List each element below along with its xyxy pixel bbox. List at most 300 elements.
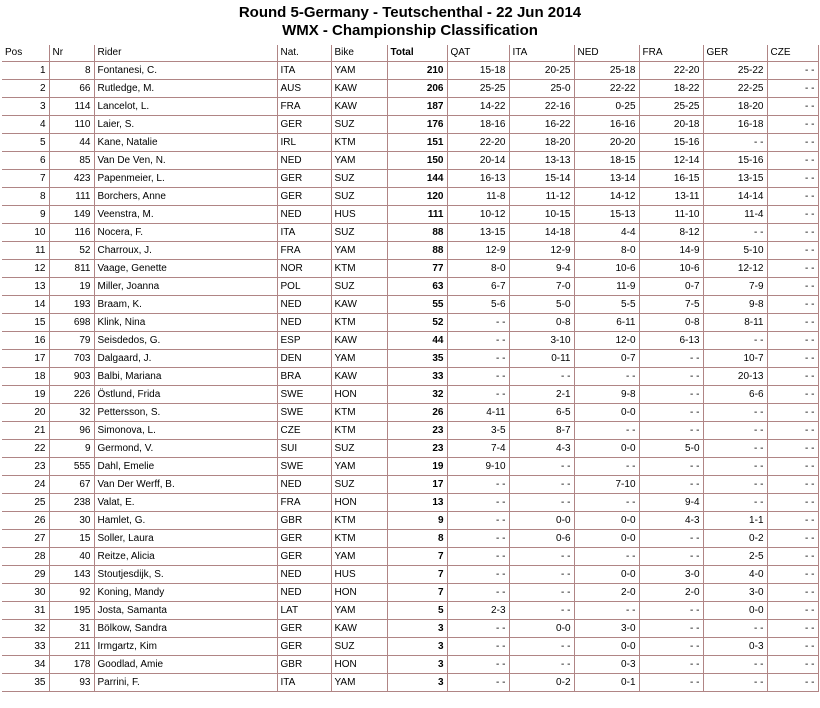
- cell-nat: GER: [277, 188, 331, 206]
- cell-ita: 11-12: [509, 188, 574, 206]
- cell-rider: Lancelot, L.: [94, 98, 277, 116]
- cell-fra: - -: [639, 350, 703, 368]
- table-row: [2, 386, 818, 404]
- cell-qat: 25-25: [447, 80, 509, 98]
- cell-qat: - -: [447, 656, 509, 674]
- cell-ned: - -: [574, 368, 639, 386]
- table-row: [2, 584, 818, 602]
- cell-ger: - -: [703, 458, 767, 476]
- cell-rider: Pettersson, S.: [94, 404, 277, 422]
- cell-nr: 114: [49, 98, 94, 116]
- cell-total: 3: [387, 656, 447, 674]
- cell-nat: AUS: [277, 80, 331, 98]
- cell-pos: 32: [2, 620, 49, 638]
- cell-rider: Goodlad, Amie: [94, 656, 277, 674]
- cell-pos: 14: [2, 296, 49, 314]
- column-header-nr: Nr: [49, 45, 94, 62]
- cell-qat: - -: [447, 314, 509, 332]
- cell-total: 52: [387, 314, 447, 332]
- cell-nr: 19: [49, 278, 94, 296]
- cell-nr: 238: [49, 494, 94, 512]
- cell-fra: 11-10: [639, 206, 703, 224]
- cell-ger: 7-9: [703, 278, 767, 296]
- cell-rider: Simonova, L.: [94, 422, 277, 440]
- cell-ger: - -: [703, 134, 767, 152]
- cell-ger: 5-10: [703, 242, 767, 260]
- table-row: [2, 674, 818, 692]
- cell-ned: 7-10: [574, 476, 639, 494]
- cell-ita: 0-6: [509, 530, 574, 548]
- cell-nr: 111: [49, 188, 94, 206]
- cell-total: 144: [387, 170, 447, 188]
- cell-rider: Veenstra, M.: [94, 206, 277, 224]
- cell-ita: 9-4: [509, 260, 574, 278]
- cell-ger: - -: [703, 674, 767, 692]
- cell-fra: - -: [639, 530, 703, 548]
- cell-pos: 10: [2, 224, 49, 242]
- cell-nat: GER: [277, 170, 331, 188]
- cell-nr: 143: [49, 566, 94, 584]
- cell-ita: 0-0: [509, 620, 574, 638]
- cell-fra: 16-15: [639, 170, 703, 188]
- table-row: [2, 62, 818, 80]
- cell-nat: GER: [277, 620, 331, 638]
- cell-pos: 19: [2, 386, 49, 404]
- cell-ned: 8-0: [574, 242, 639, 260]
- cell-fra: 7-5: [639, 296, 703, 314]
- cell-pos: 17: [2, 350, 49, 368]
- cell-qat: - -: [447, 332, 509, 350]
- cell-ned: - -: [574, 422, 639, 440]
- cell-total: 187: [387, 98, 447, 116]
- cell-nr: 93: [49, 674, 94, 692]
- cell-rider: Borchers, Anne: [94, 188, 277, 206]
- table-row: [2, 368, 818, 386]
- cell-pos: 18: [2, 368, 49, 386]
- cell-ger: 3-0: [703, 584, 767, 602]
- cell-rider: Vaage, Genette: [94, 260, 277, 278]
- cell-qat: 8-0: [447, 260, 509, 278]
- cell-bike: KTM: [331, 512, 387, 530]
- cell-nat: NED: [277, 566, 331, 584]
- cell-cze: - -: [767, 116, 818, 134]
- cell-ned: 25-18: [574, 62, 639, 80]
- cell-total: 13: [387, 494, 447, 512]
- cell-nat: GER: [277, 638, 331, 656]
- cell-cze: - -: [767, 224, 818, 242]
- cell-rider: Irmgartz, Kim: [94, 638, 277, 656]
- cell-total: 9: [387, 512, 447, 530]
- cell-nr: 31: [49, 620, 94, 638]
- table-row: [2, 620, 818, 638]
- cell-nr: 67: [49, 476, 94, 494]
- cell-ned: 0-0: [574, 512, 639, 530]
- cell-nat: FRA: [277, 242, 331, 260]
- table-row: [2, 404, 818, 422]
- cell-rider: Östlund, Frida: [94, 386, 277, 404]
- cell-pos: 28: [2, 548, 49, 566]
- cell-nr: 226: [49, 386, 94, 404]
- cell-ned: 0-0: [574, 440, 639, 458]
- cell-ned: 0-0: [574, 404, 639, 422]
- cell-ita: - -: [509, 368, 574, 386]
- cell-pos: 33: [2, 638, 49, 656]
- cell-total: 206: [387, 80, 447, 98]
- cell-nr: 116: [49, 224, 94, 242]
- cell-ita: 2-1: [509, 386, 574, 404]
- table-row: [2, 80, 818, 98]
- cell-bike: SUZ: [331, 440, 387, 458]
- cell-pos: 21: [2, 422, 49, 440]
- cell-pos: 2: [2, 80, 49, 98]
- cell-total: 33: [387, 368, 447, 386]
- cell-qat: 7-4: [447, 440, 509, 458]
- cell-pos: 35: [2, 674, 49, 692]
- cell-qat: - -: [447, 494, 509, 512]
- page-title: Round 5-Germany - Teutschenthal - 22 Jun 2014: [238, 4, 582, 21]
- cell-nat: SWE: [277, 386, 331, 404]
- cell-fra: 13-11: [639, 188, 703, 206]
- cell-ger: 15-16: [703, 152, 767, 170]
- cell-nat: NED: [277, 314, 331, 332]
- cell-pos: 11: [2, 242, 49, 260]
- page-subtitle: WMX - Championship Classification: [282, 22, 538, 39]
- cell-nat: ITA: [277, 62, 331, 80]
- table-row: [2, 350, 818, 368]
- cell-bike: KTM: [331, 530, 387, 548]
- cell-rider: Parrini, F.: [94, 674, 277, 692]
- cell-cze: - -: [767, 476, 818, 494]
- cell-rider: Hamlet, G.: [94, 512, 277, 530]
- cell-pos: 23: [2, 458, 49, 476]
- cell-ned: - -: [574, 602, 639, 620]
- cell-ger: 25-22: [703, 62, 767, 80]
- cell-cze: - -: [767, 602, 818, 620]
- cell-ita: 7-0: [509, 278, 574, 296]
- cell-nr: 79: [49, 332, 94, 350]
- cell-ita: 3-10: [509, 332, 574, 350]
- cell-rider: Van De Ven, N.: [94, 152, 277, 170]
- cell-bike: SUZ: [331, 476, 387, 494]
- cell-bike: KAW: [331, 98, 387, 116]
- table-row: [2, 170, 818, 188]
- cell-qat: 15-18: [447, 62, 509, 80]
- cell-ita: - -: [509, 638, 574, 656]
- table-row: [2, 260, 818, 278]
- cell-qat: - -: [447, 638, 509, 656]
- cell-rider: Fontanesi, C.: [94, 62, 277, 80]
- cell-qat: 22-20: [447, 134, 509, 152]
- cell-bike: KAW: [331, 332, 387, 350]
- cell-pos: 30: [2, 584, 49, 602]
- cell-fra: 8-12: [639, 224, 703, 242]
- cell-qat: - -: [447, 368, 509, 386]
- column-header-bike: Bike: [331, 45, 387, 62]
- cell-total: 55: [387, 296, 447, 314]
- cell-rider: Rutledge, M.: [94, 80, 277, 98]
- table-row: [2, 476, 818, 494]
- cell-pos: 31: [2, 602, 49, 620]
- cell-qat: - -: [447, 548, 509, 566]
- cell-cze: - -: [767, 620, 818, 638]
- cell-ita: - -: [509, 476, 574, 494]
- cell-ita: - -: [509, 656, 574, 674]
- cell-pos: 27: [2, 530, 49, 548]
- cell-total: 63: [387, 278, 447, 296]
- cell-qat: 14-22: [447, 98, 509, 116]
- cell-nat: DEN: [277, 350, 331, 368]
- cell-ned: - -: [574, 458, 639, 476]
- cell-fra: 9-4: [639, 494, 703, 512]
- cell-ita: 6-5: [509, 404, 574, 422]
- cell-fra: 20-18: [639, 116, 703, 134]
- cell-fra: 3-0: [639, 566, 703, 584]
- cell-nat: GER: [277, 548, 331, 566]
- cell-total: 3: [387, 620, 447, 638]
- cell-pos: 24: [2, 476, 49, 494]
- cell-fra: - -: [639, 368, 703, 386]
- table-row: [2, 152, 818, 170]
- cell-cze: - -: [767, 314, 818, 332]
- table-row: [2, 638, 818, 656]
- cell-qat: 5-6: [447, 296, 509, 314]
- cell-fra: - -: [639, 422, 703, 440]
- table-row: [2, 296, 818, 314]
- cell-qat: - -: [447, 386, 509, 404]
- cell-bike: HON: [331, 584, 387, 602]
- cell-ned: 0-0: [574, 566, 639, 584]
- cell-nr: 40: [49, 548, 94, 566]
- cell-ned: 0-1: [574, 674, 639, 692]
- table-row: [2, 422, 818, 440]
- cell-nat: POL: [277, 278, 331, 296]
- cell-bike: KTM: [331, 422, 387, 440]
- cell-pos: 13: [2, 278, 49, 296]
- cell-cze: - -: [767, 440, 818, 458]
- column-header-nat: Nat.: [277, 45, 331, 62]
- column-header-qat: QAT: [447, 45, 509, 62]
- cell-pos: 15: [2, 314, 49, 332]
- cell-cze: - -: [767, 350, 818, 368]
- cell-nr: 8: [49, 62, 94, 80]
- cell-total: 3: [387, 638, 447, 656]
- cell-pos: 7: [2, 170, 49, 188]
- cell-nat: NED: [277, 476, 331, 494]
- cell-bike: HUS: [331, 566, 387, 584]
- cell-bike: KTM: [331, 404, 387, 422]
- classification-table: [2, 45, 819, 692]
- cell-ita: 0-8: [509, 314, 574, 332]
- cell-rider: Kane, Natalie: [94, 134, 277, 152]
- cell-bike: KTM: [331, 260, 387, 278]
- cell-nr: 703: [49, 350, 94, 368]
- cell-cze: - -: [767, 98, 818, 116]
- cell-bike: KAW: [331, 296, 387, 314]
- table-row: [2, 458, 818, 476]
- cell-bike: SUZ: [331, 638, 387, 656]
- cell-ger: 16-18: [703, 116, 767, 134]
- cell-nr: 85: [49, 152, 94, 170]
- cell-qat: 6-7: [447, 278, 509, 296]
- cell-ned: 0-0: [574, 638, 639, 656]
- cell-bike: YAM: [331, 548, 387, 566]
- cell-ned: 0-25: [574, 98, 639, 116]
- cell-ned: 13-14: [574, 170, 639, 188]
- cell-ned: - -: [574, 548, 639, 566]
- cell-cze: - -: [767, 458, 818, 476]
- cell-rider: Van Der Werff, B.: [94, 476, 277, 494]
- cell-cze: - -: [767, 206, 818, 224]
- cell-cze: - -: [767, 260, 818, 278]
- cell-fra: 14-9: [639, 242, 703, 260]
- cell-ned: 11-9: [574, 278, 639, 296]
- cell-total: 7: [387, 584, 447, 602]
- cell-nr: 15: [49, 530, 94, 548]
- table-row: [2, 332, 818, 350]
- cell-fra: - -: [639, 656, 703, 674]
- cell-ned: 20-20: [574, 134, 639, 152]
- cell-nat: NED: [277, 296, 331, 314]
- cell-total: 176: [387, 116, 447, 134]
- cell-fra: - -: [639, 638, 703, 656]
- column-header-total: Total: [387, 45, 447, 62]
- cell-rider: Germond, V.: [94, 440, 277, 458]
- cell-nr: 30: [49, 512, 94, 530]
- cell-ned: 12-0: [574, 332, 639, 350]
- table-row: [2, 512, 818, 530]
- table-row: [2, 602, 818, 620]
- cell-bike: SUZ: [331, 278, 387, 296]
- cell-cze: - -: [767, 386, 818, 404]
- cell-nat: IRL: [277, 134, 331, 152]
- cell-ger: 20-13: [703, 368, 767, 386]
- cell-fra: 10-6: [639, 260, 703, 278]
- cell-rider: Miller, Joanna: [94, 278, 277, 296]
- cell-fra: - -: [639, 404, 703, 422]
- cell-fra: - -: [639, 602, 703, 620]
- cell-cze: - -: [767, 278, 818, 296]
- cell-qat: 18-16: [447, 116, 509, 134]
- cell-ger: - -: [703, 332, 767, 350]
- cell-ger: 2-5: [703, 548, 767, 566]
- cell-ned: - -: [574, 494, 639, 512]
- cell-ger: 9-8: [703, 296, 767, 314]
- cell-ita: 16-22: [509, 116, 574, 134]
- cell-fra: 4-3: [639, 512, 703, 530]
- cell-ita: 13-13: [509, 152, 574, 170]
- cell-ita: 10-15: [509, 206, 574, 224]
- cell-bike: KAW: [331, 80, 387, 98]
- cell-nat: GBR: [277, 512, 331, 530]
- cell-bike: SUZ: [331, 170, 387, 188]
- cell-rider: Klink, Nina: [94, 314, 277, 332]
- cell-cze: - -: [767, 152, 818, 170]
- cell-fra: 25-25: [639, 98, 703, 116]
- cell-bike: SUZ: [331, 224, 387, 242]
- cell-ita: - -: [509, 566, 574, 584]
- cell-rider: Laier, S.: [94, 116, 277, 134]
- cell-fra: - -: [639, 386, 703, 404]
- cell-total: 3: [387, 674, 447, 692]
- cell-nat: FRA: [277, 98, 331, 116]
- cell-nat: SWE: [277, 404, 331, 422]
- cell-bike: HON: [331, 656, 387, 674]
- cell-ita: 22-16: [509, 98, 574, 116]
- cell-qat: - -: [447, 584, 509, 602]
- cell-ita: - -: [509, 548, 574, 566]
- cell-nr: 110: [49, 116, 94, 134]
- column-header-ita: ITA: [509, 45, 574, 62]
- cell-ger: - -: [703, 620, 767, 638]
- cell-rider: Soller, Laura: [94, 530, 277, 548]
- table-row: [2, 278, 818, 296]
- cell-cze: - -: [767, 638, 818, 656]
- cell-ita: - -: [509, 584, 574, 602]
- table-row: [2, 656, 818, 674]
- cell-ita: - -: [509, 458, 574, 476]
- cell-bike: KTM: [331, 314, 387, 332]
- cell-ned: 5-5: [574, 296, 639, 314]
- cell-cze: - -: [767, 170, 818, 188]
- cell-ita: - -: [509, 494, 574, 512]
- cell-ita: 8-7: [509, 422, 574, 440]
- cell-nr: 9: [49, 440, 94, 458]
- cell-ned: 14-12: [574, 188, 639, 206]
- cell-ger: - -: [703, 224, 767, 242]
- cell-ger: - -: [703, 476, 767, 494]
- cell-total: 120: [387, 188, 447, 206]
- cell-bike: YAM: [331, 350, 387, 368]
- cell-nat: NOR: [277, 260, 331, 278]
- table-row: [2, 116, 818, 134]
- cell-total: 26: [387, 404, 447, 422]
- cell-total: 88: [387, 242, 447, 260]
- cell-ned: 18-15: [574, 152, 639, 170]
- cell-pos: 20: [2, 404, 49, 422]
- cell-rider: Papenmeier, L.: [94, 170, 277, 188]
- cell-rider: Reitze, Alicia: [94, 548, 277, 566]
- cell-qat: 9-10: [447, 458, 509, 476]
- cell-nr: 555: [49, 458, 94, 476]
- cell-rider: Charroux, J.: [94, 242, 277, 260]
- cell-nat: NED: [277, 206, 331, 224]
- cell-nat: FRA: [277, 494, 331, 512]
- cell-total: 210: [387, 62, 447, 80]
- cell-fra: 6-13: [639, 332, 703, 350]
- cell-total: 7: [387, 566, 447, 584]
- cell-ita: 12-9: [509, 242, 574, 260]
- cell-total: 23: [387, 422, 447, 440]
- cell-qat: 4-11: [447, 404, 509, 422]
- cell-ned: 2-0: [574, 584, 639, 602]
- cell-nr: 903: [49, 368, 94, 386]
- cell-pos: 4: [2, 116, 49, 134]
- cell-fra: - -: [639, 548, 703, 566]
- cell-total: 19: [387, 458, 447, 476]
- cell-ger: 6-6: [703, 386, 767, 404]
- cell-qat: 10-12: [447, 206, 509, 224]
- cell-nat: ITA: [277, 674, 331, 692]
- cell-qat: 16-13: [447, 170, 509, 188]
- cell-nr: 52: [49, 242, 94, 260]
- cell-ger: 13-15: [703, 170, 767, 188]
- cell-cze: - -: [767, 530, 818, 548]
- cell-ned: 0-3: [574, 656, 639, 674]
- cell-qat: - -: [447, 476, 509, 494]
- table-row: [2, 98, 818, 116]
- cell-rider: Koning, Mandy: [94, 584, 277, 602]
- cell-ger: - -: [703, 440, 767, 458]
